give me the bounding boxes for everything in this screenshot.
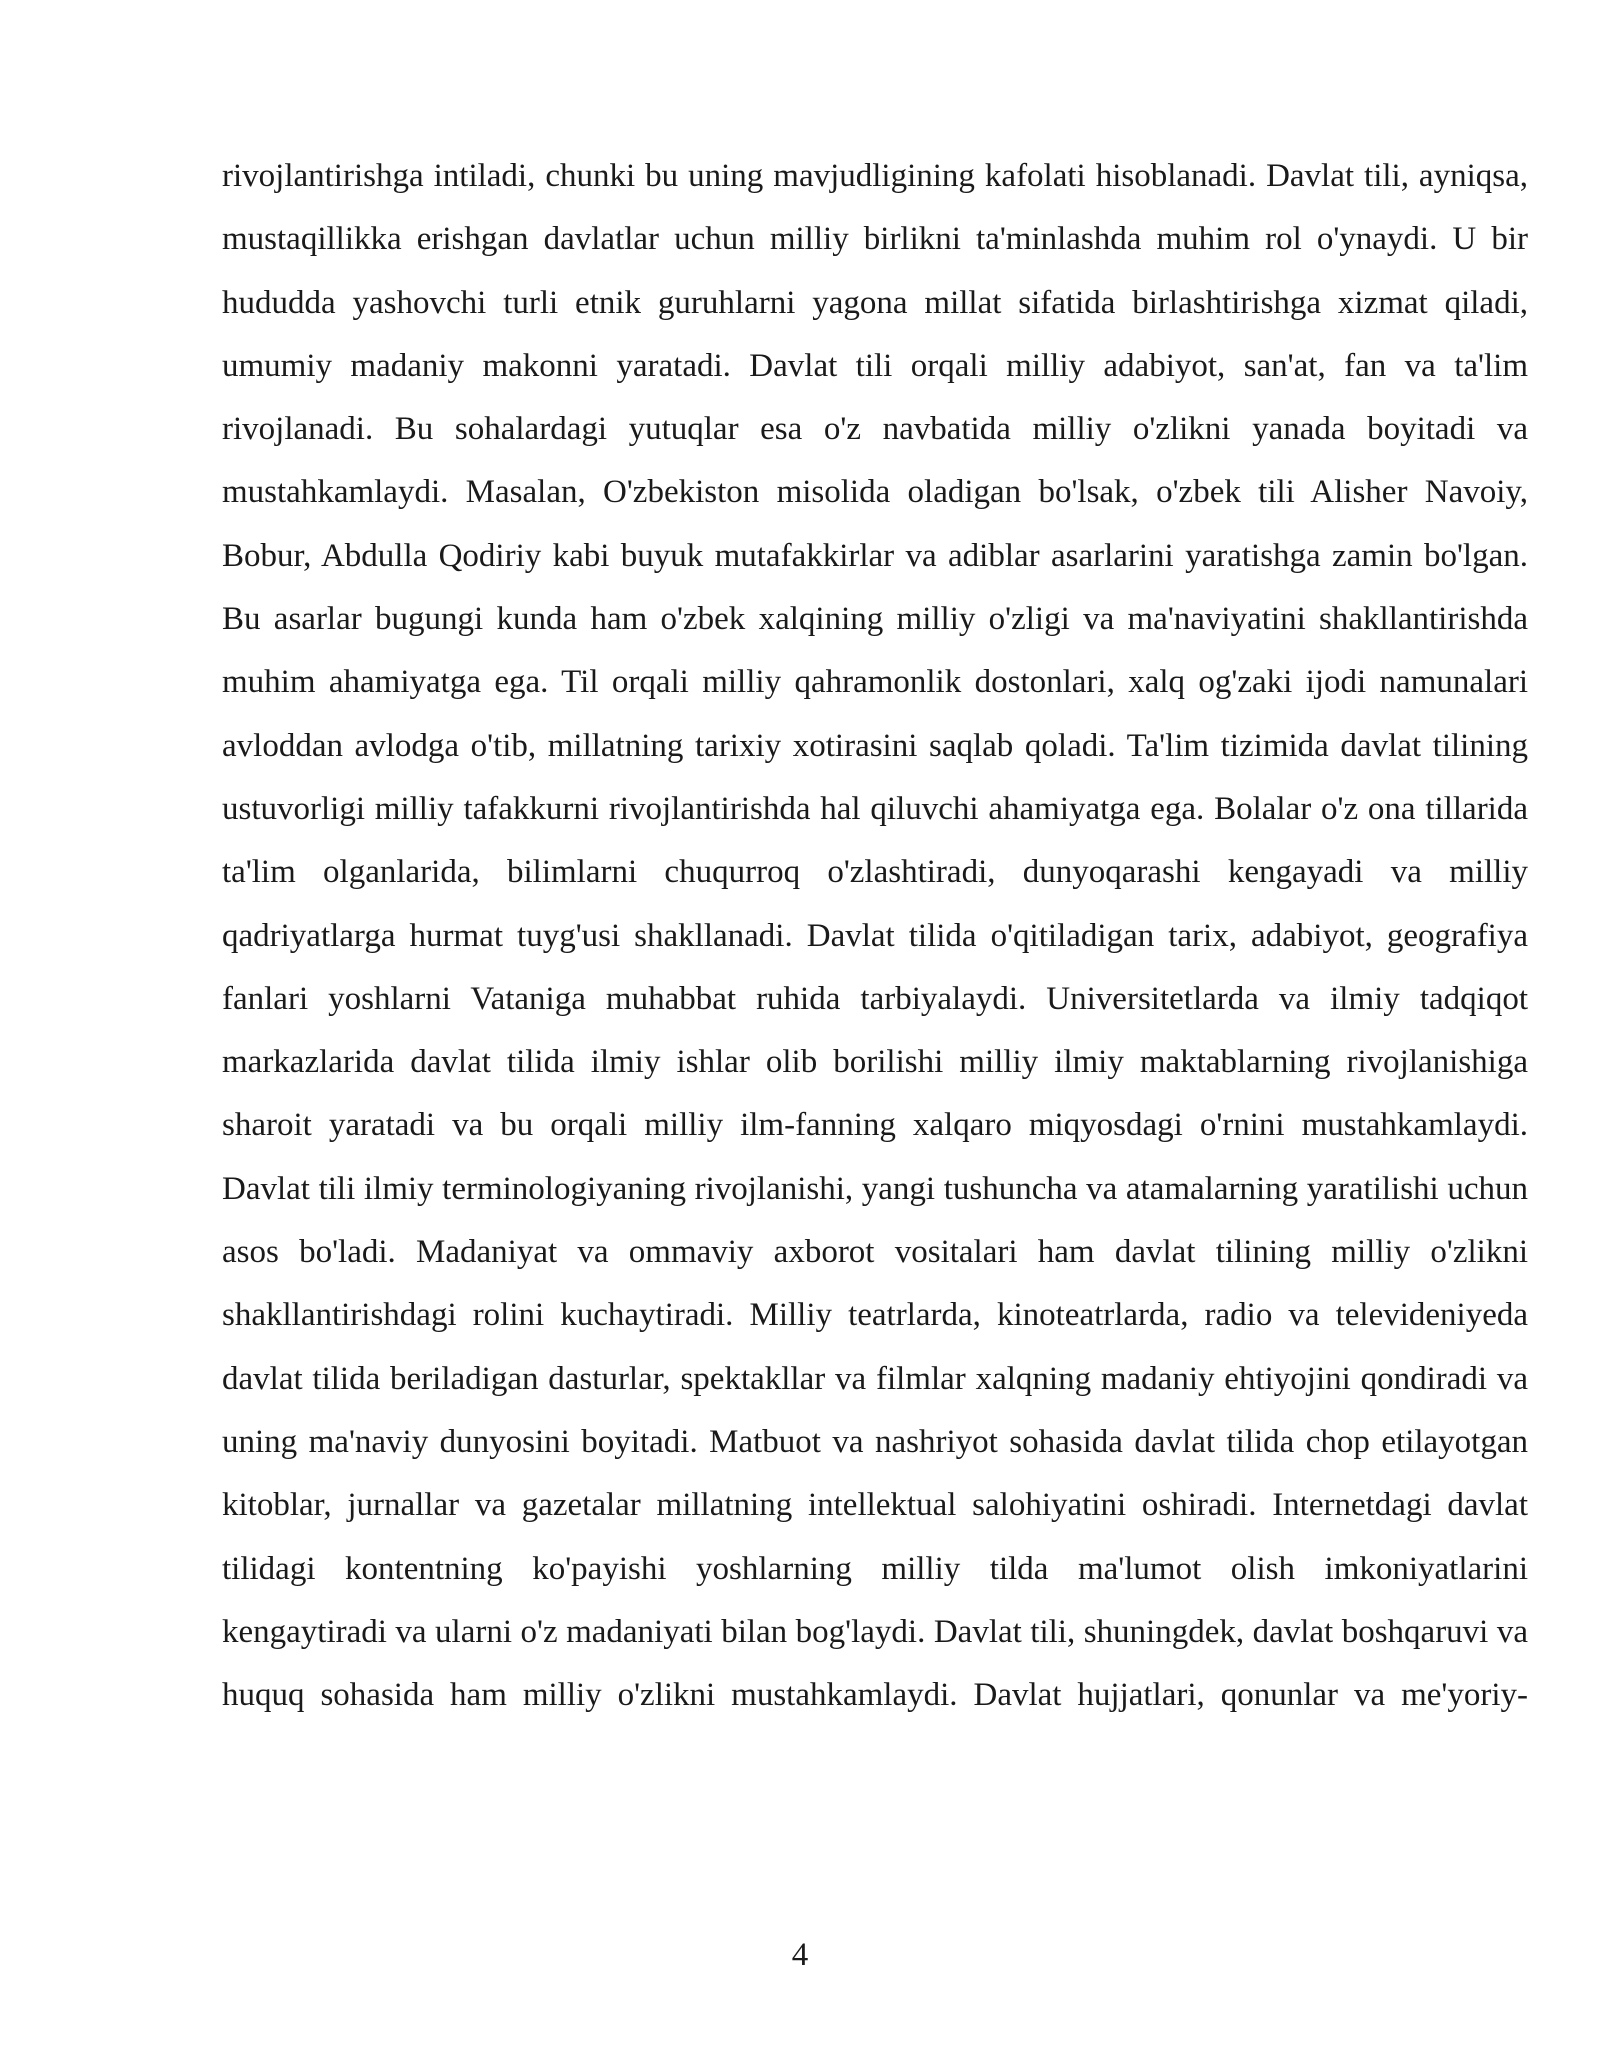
page-number: 4: [791, 1937, 809, 1973]
body-paragraph: rivojlantirishga intiladi, chunki bu uning mavjudligining kafolati hisoblanadi. Davlat tili, ayniqsa, mustaqillikka erishgan davlatlar uchun milliy birlikni ta'minlashda muhim rol o'ynaydi. U bir hududda yashovchi turli etnik guruhlarni yagona millat sifatida birlashtirishga xizmat qiladi, umumiy madaniy makonni yaratadi. Davlat tili orqali milliy adabiyot, san'at, fan va ta'lim rivojlanadi. Bu sohalardagi yutuqlar esa o'z navbatida milliy o'zlikni yanada boyitadi va mustahkamlaydi. Masalan, O'zbekiston misolida oladigan bo'lsak, o'zbek tili Alisher Navoiy, Bobur, Abdulla Qodiriy kabi buyuk mutafakkirlar va adiblar asarlarini yaratishga zamin bo'lgan. Bu asarlar bugungi kunda ham o'zbek xalqining milliy o'zligi va ma'naviyatini shakllantirishda muhim ahamiyatga ega. Til orqali milliy qahramonlik dostonlari, xalq og'zaki ijodi namunalari avloddan avlodga o'tib, millatning tarixiy xotirasini saqlab qoladi. Ta'lim tizimida davlat tilining ustuvorligi milliy tafakkurni rivojlantirishda hal qiluvchi ahamiyatga ega. Bolalar o'z ona tillarida ta'lim olganlarida, bilimlarni chuqurroq o'zlashtiradi, dunyoqarashi kengayadi va milliy qadriyatlarga hurmat tuyg'usi shakllanadi. Davlat tilida o'qitiladigan tarix, adabiyot, geografiya fanlari yoshlarni Vataniga muhabbat ruhida tarbiyalaydi. Universitetlarda va ilmiy tadqiqot markazlarida davlat tilida ilmiy ishlar olib borilishi milliy ilmiy maktablarning rivojlanishiga sharoit yaratadi va bu orqali milliy ilm-fanning xalqaro miqyosdagi o'rnini mustahkamlaydi. Davlat tili ilmiy terminologiyaning rivojlanishi, yangi tushuncha va atamalarning yaratilishi uchun asos bo'ladi. Madaniyat va ommaviy axborot vositalari ham davlat tilining milliy o'zlikni shakllantirishdagi rolini kuchaytiradi. Milliy teatrlarda, kinoteatrlarda, radio va televideniyeda davlat tilida beriladigan dasturlar, spektakllar va filmlar xalqning madaniy ehtiyojini qondiradi va uning ma'naviy dunyosini boyitadi. Matbuot va nashriyot sohasida davlat tilida chop etilayotgan kitoblar, jurnallar va gazetalar millatning intellektual salohiyatini oshiradi. Internetdagi davlat tilidagi kontentning ko'payishi yoshlarning milliy tilda ma'lumot olish imkoniyatlarini kengaytiradi va ularni o'z madaniyati bilan bog'laydi. Davlat tili, shuningdek, davlat boshqaruvi va huquq sohasida ham milliy o'zlikni mustahkamlaydi. Davlat hujjatlari, qonunlar va me'yoriy-: [222, 158, 1528, 1714]
